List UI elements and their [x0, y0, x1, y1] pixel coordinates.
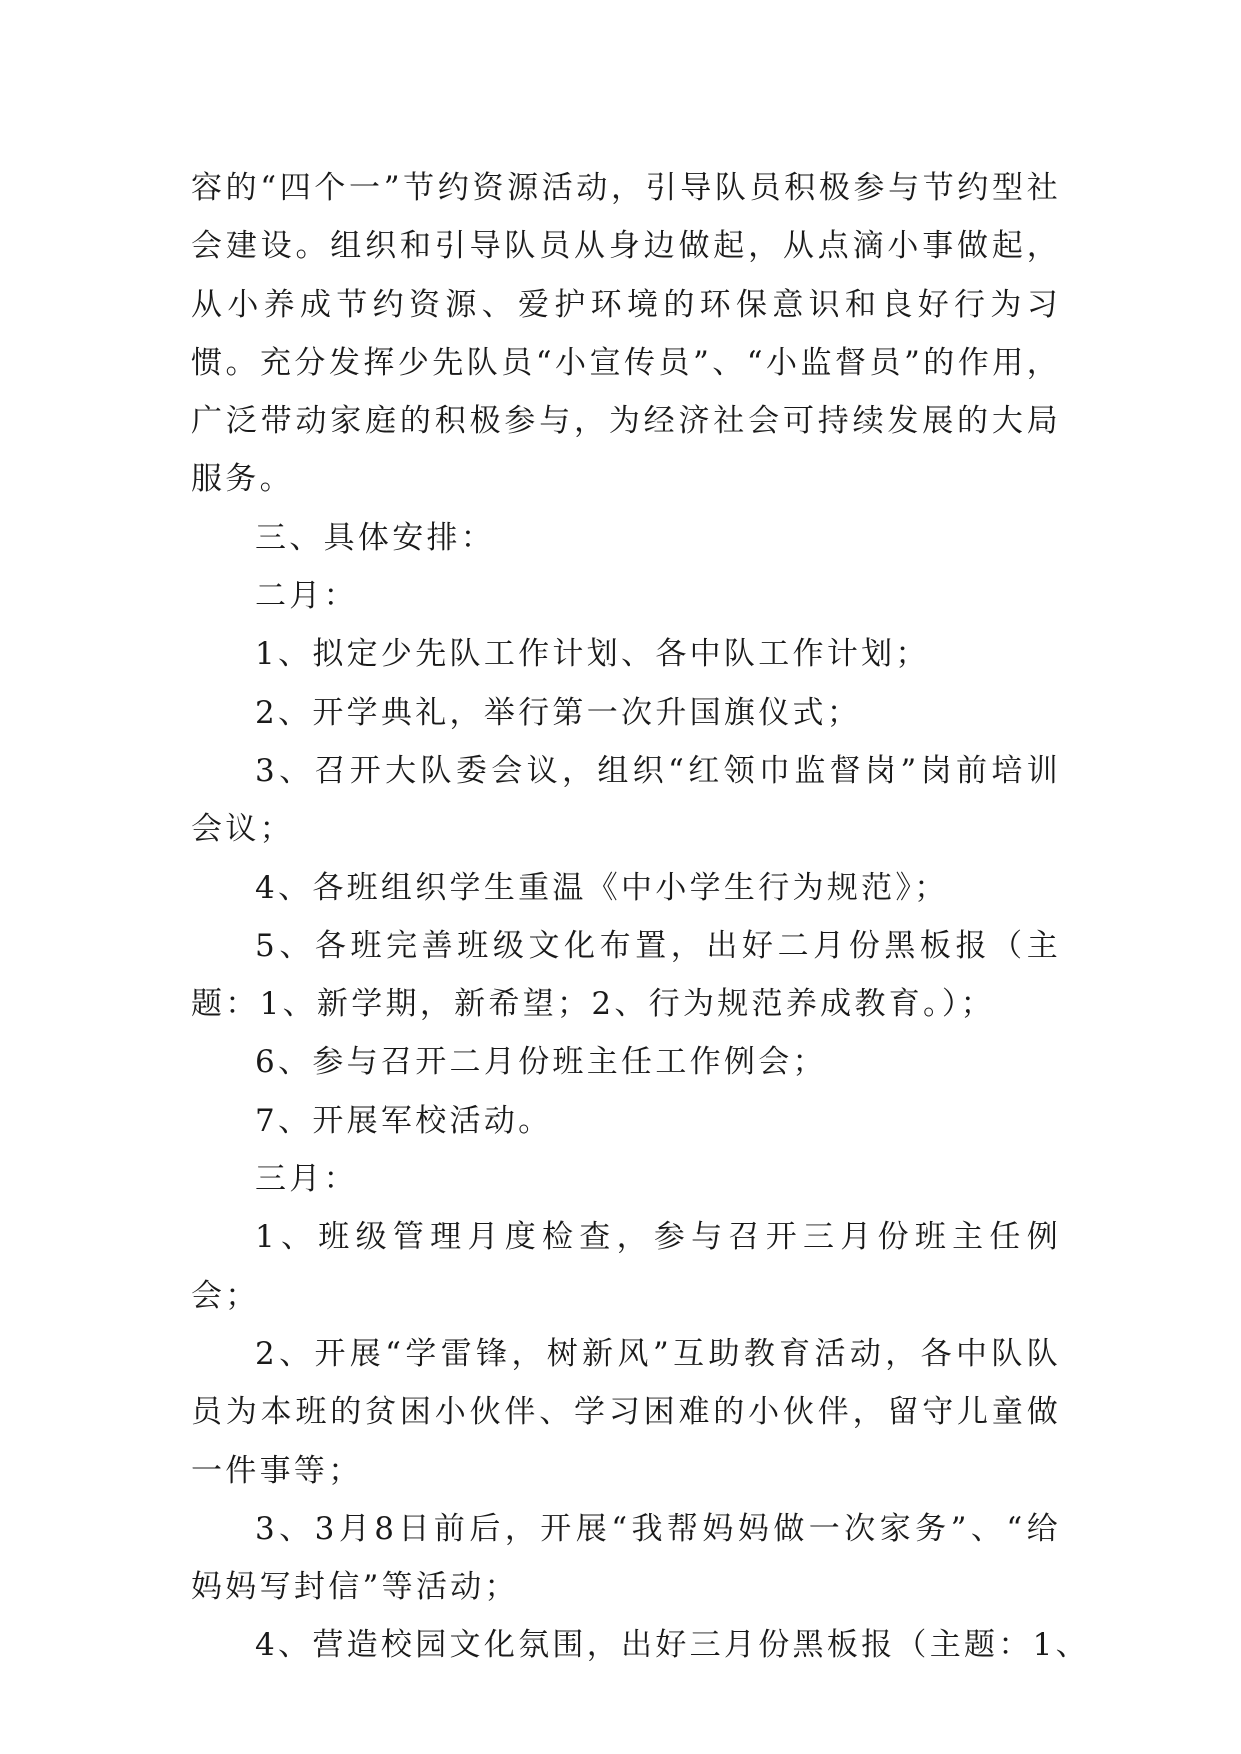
document-body [191, 159, 1090, 1675]
list-item-mar-3: 3、3月8日前后，开展“我帮妈妈做一次家务”、“给妈妈写封信”等活动； [191, 1510, 1061, 1606]
list-item-feb-3: 3、召开大队委会议，组织“红领巾监督岗”岗前培训会议； [191, 752, 1061, 848]
list-item-feb-7: 7、开展军校活动。 [255, 1102, 553, 1139]
list-item-feb-4: 4、各班组织学生重温《中小学生行为规范》； [255, 869, 949, 906]
list-item-feb-5: 5、各班完善班级文化布置，出好二月份黑板报（主题：1、新学期，新希望；2、行为规范养成教育。）； [191, 927, 1061, 1023]
list-item-feb-2: 2、开学典礼，举行第一次升国旗仪式； [255, 694, 862, 731]
list-item-feb-1: 1、拟定少先队工作计划、各中队工作计划； [255, 636, 930, 673]
list-item-mar-2: 2、开展“学雷锋，树新风”互助教育活动，各中队队员为本班的贫困小伙伴、学习困难的小伙伴，留守儿童做一件事等； [191, 1335, 1061, 1489]
list-item-mar-1: 1、班级管理月度检查，参与召开三月份班主任例会； [191, 1219, 1061, 1314]
paragraph-intro-continuation: 容的“四个一”节约资源活动，引导队员积极参与节约型社会建设。组织和引导队员从身边做起，从点滴小事做起，从小养成节约资源、爱护环境的环保意识和良好行为习惯。充分发挥少先队员“小宣传员”、“小监督员”的作用，广泛带动家庭的积极参与，为经济社会可持续发展的大局服务。 [191, 170, 1061, 498]
section-heading-arrangements: 三、具体安排： [255, 519, 496, 556]
month-heading-march: 三月： [255, 1161, 358, 1198]
month-heading-february: 二月： [255, 578, 358, 615]
list-item-feb-6: 6、参与召开二月份班主任工作例会； [255, 1044, 827, 1081]
list-item-mar-4: 4、营造校园文化氛围，出好三月份黑板报（主题：1、 [255, 1627, 1090, 1664]
